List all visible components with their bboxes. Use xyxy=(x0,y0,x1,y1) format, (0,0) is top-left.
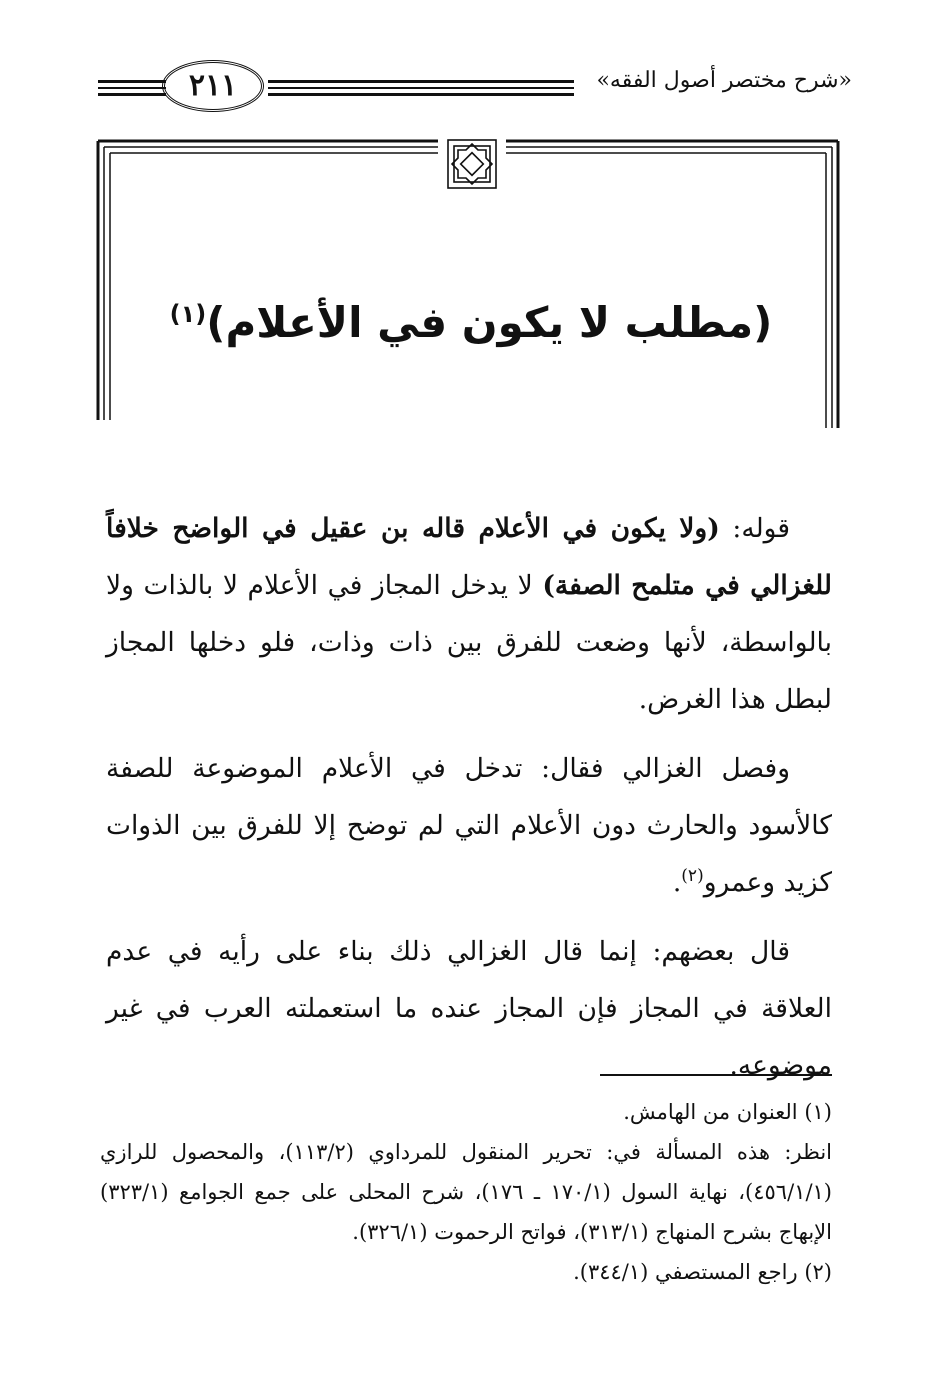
title-frame xyxy=(0,0,942,440)
header-rule-left xyxy=(98,80,166,96)
header-rule xyxy=(268,80,574,96)
p1-quote: (ولا يكون في الأعلام قاله بن عقيل في الواضح خلافاً للغزالي في متلمح الصفة) xyxy=(106,513,832,601)
p3-text: قال بعضهم: إنما قال الغزالي ذلك بناء على رأيه في عدم العلاقة في المجاز فإن المجاز عنده ما استعملته العرب في غير موضوعه. xyxy=(106,936,832,1081)
body-text xyxy=(106,500,832,1106)
paragraph-3 xyxy=(106,923,832,1094)
paragraph-2 xyxy=(106,740,832,911)
page-number: ٢١١ xyxy=(162,60,264,112)
footnote-2-number: (٢) xyxy=(804,1260,832,1284)
footnote-2-text: راجع المستصفي (٣٤٤/١). xyxy=(573,1260,798,1284)
footnote-2 xyxy=(100,1252,832,1292)
p1-lead: قوله: xyxy=(719,513,791,544)
p2-text: وفصل الغزالي فقال: تدخل في الأعلام الموضوعة للصفة كالأسود والحارث دون الأعلام التي لم توضح إلا للفرق بين الذوات كزيد وعمرو xyxy=(106,753,832,898)
section-title-footnote-ref: (١) xyxy=(169,300,207,328)
book-title: «شرح مختصر أصول الفقه» xyxy=(596,68,852,93)
p1-rest: لا يدخل المجاز في الأعلام لا بالذات ولا بالواسطة، لأنها وضعت للفرق بين ذات وذات، فلو دخلها المجاز لبطل هذا الغرض. xyxy=(106,570,832,715)
p2-end: . xyxy=(672,867,682,898)
section-title-text: (مطلب لا يكون في الأعلام) xyxy=(206,298,773,347)
footnote-1-number: (١) xyxy=(804,1100,832,1124)
footnotes xyxy=(100,1092,832,1292)
section-title xyxy=(120,298,822,347)
p2-footnote-ref: (٢) xyxy=(681,866,704,887)
footnote-separator xyxy=(600,1074,832,1076)
footnote-1-references: انظر: هذه المسألة في: تحرير المنقول للمرداوي (١١٣/٢)، والمحصول للرازي (٤٥٦/١/١)، نهاية السول (١٧٠/١ ـ ١٧٦)، شرح المحلى على جمع الجوامع (٣٢٣/١) الإبهاج بشرح المنهاج (٣١٣/١)، فواتح الرحموت (٣٢٦/١). xyxy=(100,1140,832,1244)
footnote-1-text: العنوان من الهامش. xyxy=(623,1100,798,1124)
footnote-1 xyxy=(100,1092,832,1132)
star-ornament-icon xyxy=(444,136,500,192)
paragraph-1 xyxy=(106,500,832,728)
